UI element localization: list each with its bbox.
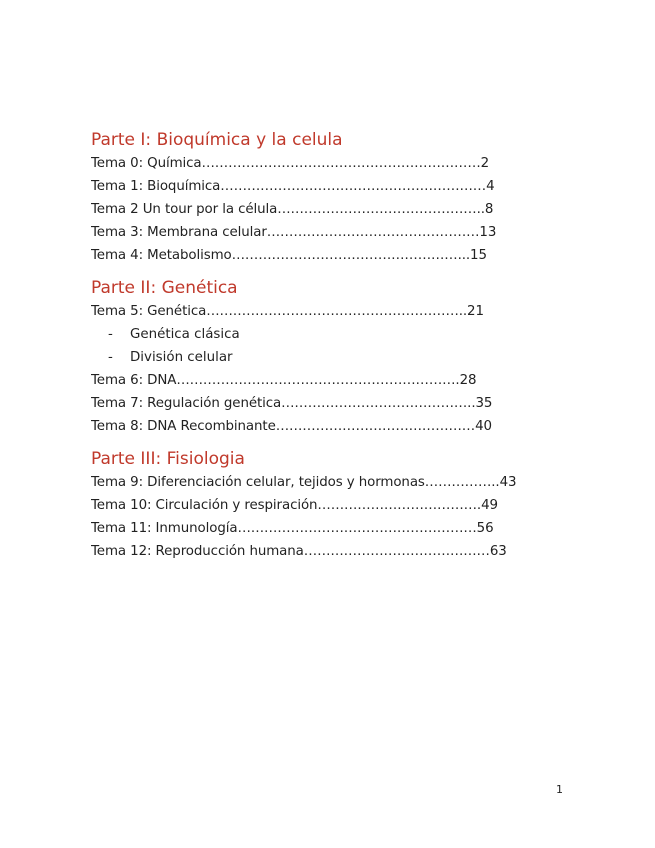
toc-entry-text: Tema 4: Metabolismo……………………………………………...15 (91, 248, 487, 263)
toc-entry[interactable] (91, 392, 561, 415)
table-of-contents (91, 128, 561, 572)
toc-entry-text: Tema 1: Bioquímica……………………………………………………4 (91, 179, 495, 194)
toc-entry[interactable] (91, 300, 561, 323)
toc-entry[interactable] (91, 517, 561, 540)
toc-entry-text: Tema 8: DNA Recombinante………………………………………40 (91, 419, 492, 434)
toc-subentry (91, 346, 561, 369)
sub-bullet: - (108, 327, 113, 342)
toc-entry-text: Tema 9: Diferenciación celular, tejidos y hormonas……………..43 (91, 475, 517, 490)
part-2 (91, 276, 561, 438)
toc-entry-text: Tema 2 Un tour por la célula………………………………………..8 (91, 202, 494, 217)
part-title: Parte I: Bioquímica y la celula (91, 130, 343, 150)
toc-entry[interactable] (91, 415, 561, 438)
part-title: Parte III: Fisiologia (91, 449, 245, 469)
page-number: 1 (556, 783, 563, 796)
toc-entry[interactable] (91, 494, 561, 517)
part-3 (91, 447, 561, 563)
toc-entry[interactable] (91, 540, 561, 563)
toc-entry[interactable] (91, 471, 561, 494)
toc-entry-text: Tema 10: Circulación y respiración……………………………….49 (91, 498, 498, 513)
toc-entry[interactable] (91, 175, 561, 198)
toc-entry-text: Tema 6: DNA……………………………………………………….28 (91, 373, 477, 388)
toc-entry-text: Tema 7: Regulación genética……………………………………..35 (91, 396, 493, 411)
toc-entry-text: Tema 0: Química………………………………………………………2 (91, 156, 490, 171)
part-1 (91, 128, 561, 267)
toc-entry[interactable] (91, 244, 561, 267)
toc-subentry (91, 323, 561, 346)
part-title: Parte II: Genética (91, 278, 238, 298)
toc-entry[interactable] (91, 152, 561, 175)
toc-entry[interactable] (91, 198, 561, 221)
sub-bullet: - (108, 350, 113, 365)
toc-entry-text: Tema 11: Inmunología………………………………………………56 (91, 521, 494, 536)
toc-entry-text: Tema 12: Reproducción humana……………………………………63 (91, 544, 507, 559)
toc-entry[interactable] (91, 369, 561, 392)
toc-entry[interactable] (91, 221, 561, 244)
toc-subentry-text: Genética clásica (130, 327, 240, 342)
toc-entry-text: Tema 5: Genética…………………………………………………..21 (91, 304, 484, 319)
toc-subentry-text: División celular (130, 350, 233, 365)
toc-entry-text: Tema 3: Membrana celular…………………………………………13 (91, 225, 497, 240)
